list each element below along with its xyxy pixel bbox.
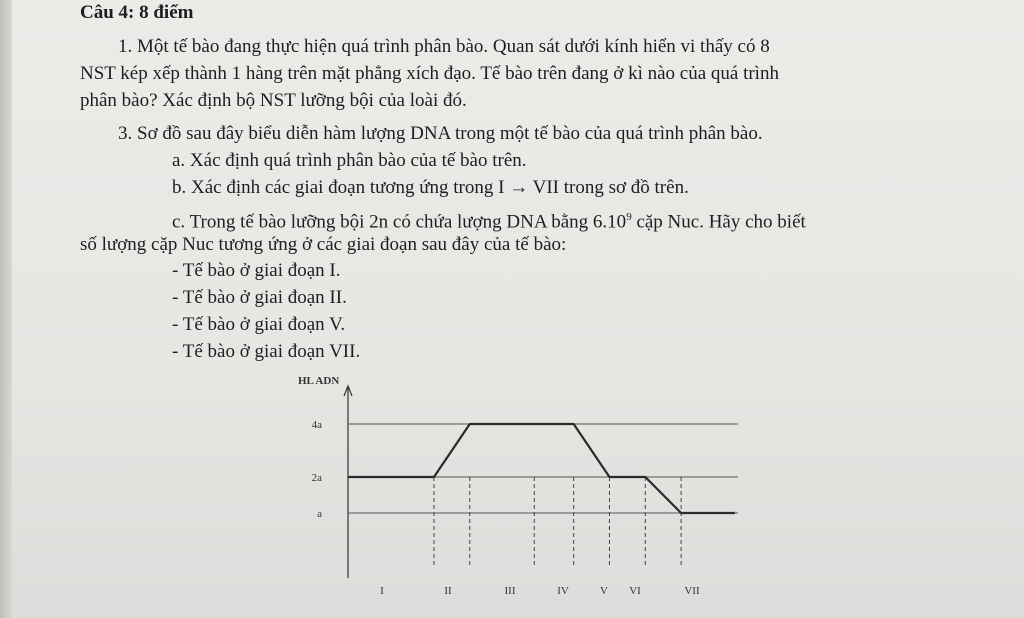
paragraph-1-line-2: NST kép xếp thành 1 hàng trên mặt phẳng xích đạo. Tế bào trên đang ở kì nào của quá trình	[80, 63, 779, 84]
y-axis-label: HL ADN	[298, 375, 340, 387]
item-c-exponent: 9	[626, 211, 632, 223]
bullet-stage-1: - Tế bào ở giai đoạn I.	[172, 260, 341, 281]
chart-stage-dividers	[434, 477, 681, 566]
x-stage-label-VII: VII	[684, 585, 700, 597]
item-c-line-2: số lượng cặp Nuc tương ứng ở các giai đoạn sau đây của tế bào:	[80, 234, 567, 255]
item-b: b. Xác định các giai đoạn tương ứng trong I → VII trong sơ đồ trên.	[172, 177, 689, 198]
x-stage-label-I: I	[380, 585, 384, 597]
y-tick-2a: 2a	[311, 472, 322, 484]
item-c-text-end: cặp Nuc. Hãy cho biết	[631, 211, 806, 233]
bullet-stage-7: - Tế bào ở giai đoạn VII.	[172, 341, 361, 362]
bullet-stage-2: - Tế bào ở giai đoạn II.	[172, 287, 347, 308]
item-c-text: c. Trong tế bào lưỡng bội 2n có chứa lượng DNA bằng 6.10	[172, 211, 627, 233]
item-a: a. Xác định quá trình phân bào của tế bào trên.	[172, 150, 527, 171]
x-stage-label-II: II	[444, 585, 452, 597]
x-stage-label-III: III	[504, 585, 516, 597]
y-tick-a: a	[317, 508, 322, 520]
question-title: Câu 4: 8 điểm	[80, 2, 194, 23]
chart-axes	[344, 386, 352, 578]
x-stage-label-IV: IV	[557, 585, 569, 597]
y-tick-4a: 4a	[311, 419, 322, 431]
x-stage-label-VI: VI	[629, 585, 641, 597]
chart-labels	[298, 375, 700, 597]
bullet-stage-5: - Tế bào ở giai đoạn V.	[172, 314, 346, 335]
chart-series	[348, 424, 735, 513]
paragraph-3-line-1: 3. Sơ đồ sau đây biểu diễn hàm lượng DNA trong một tế bào của quá trình phân bào.	[118, 123, 763, 144]
x-stage-label-V: V	[600, 585, 608, 597]
paragraph-1-line-1: 1. Một tế bào đang thực hiện quá trình phân bào. Quan sát dưới kính hiển vi thấy có 8	[118, 36, 770, 57]
chart-gridlines	[348, 424, 738, 513]
paragraph-1-line-3: phân bào? Xác định bộ NST lưỡng bội của loài đó.	[80, 90, 467, 111]
series-line-1	[348, 424, 735, 513]
